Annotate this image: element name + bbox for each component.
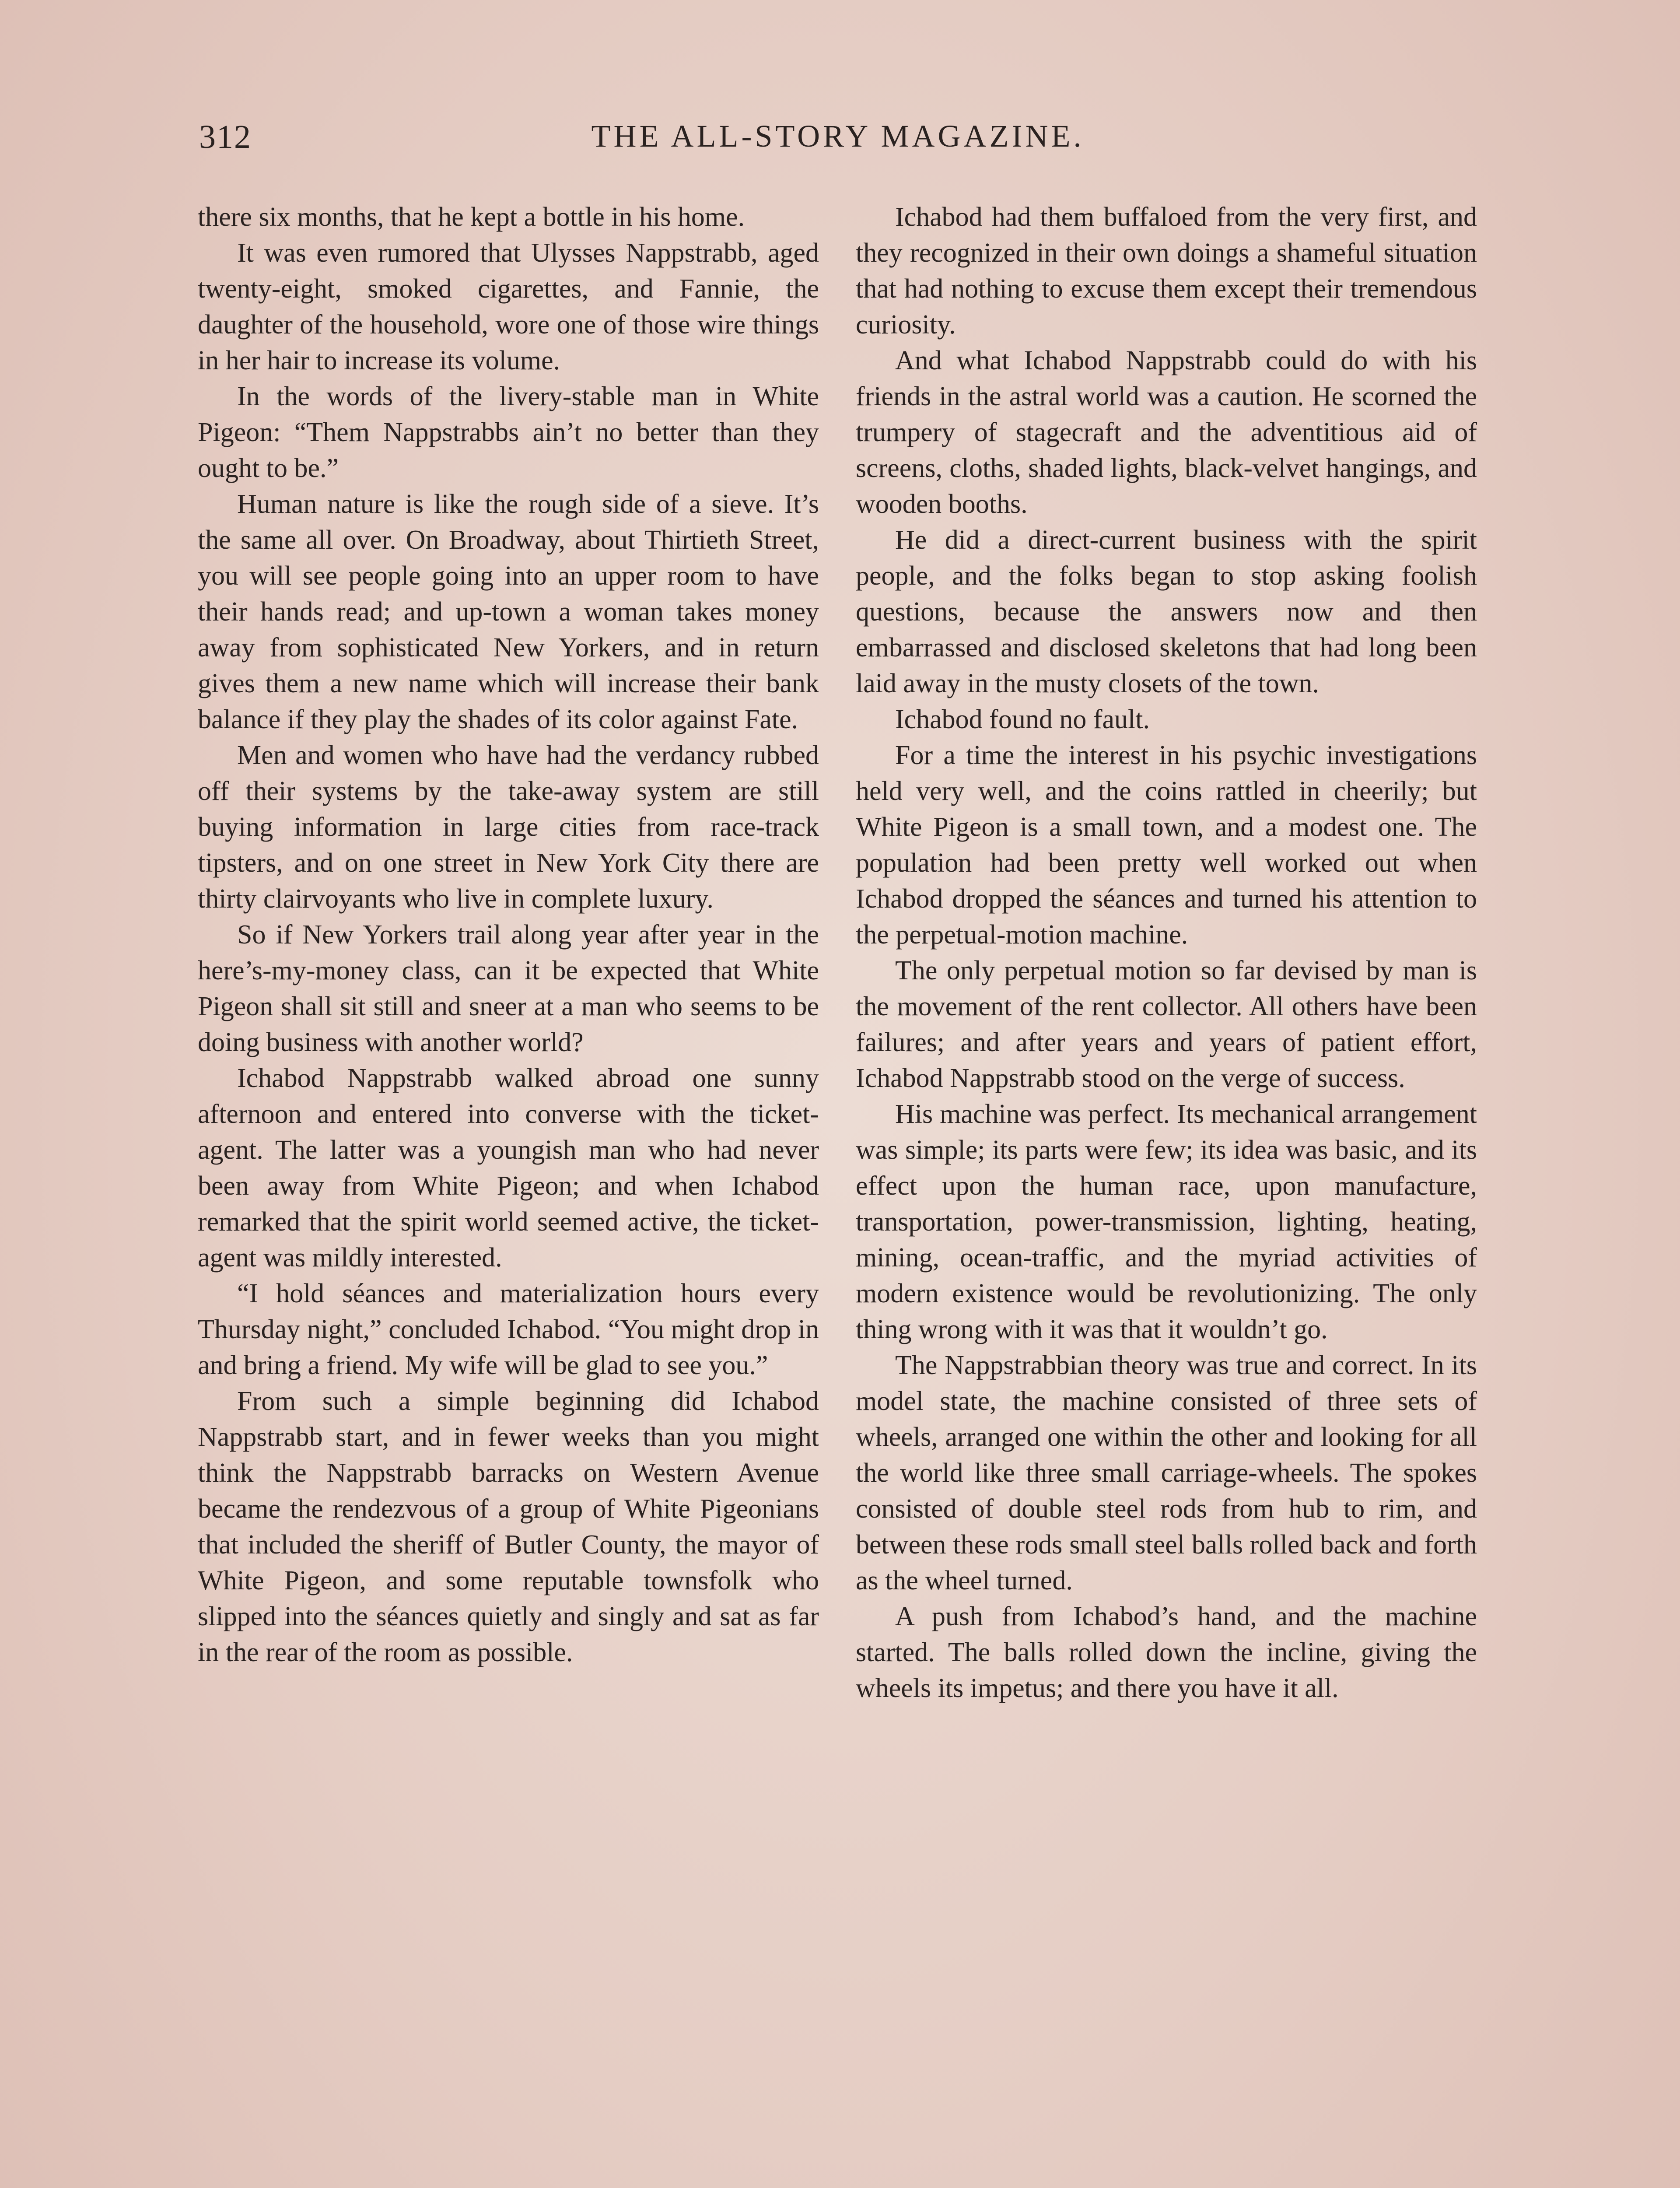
paragraph: Human nature is like the rough side of a sieve. It’s the same all over. On Broadway, about Thirtieth Street, you will see people going into an upper room to have their hands read; and up-town a woman takes money away from sophisticated New Yorkers, and in return gives them a new name which will increase their bank balance if they play the shades of its color against Fate. [198, 489, 819, 734]
paragraph: His machine was perfect. Its mechanical arrangement was simple; its parts were few; its idea was basic, and its effect upon the human race, upon manufacture, transportation, power-transmission, lighting, heating, mining, ocean-traffic, and the myriad activities of modern existence would be revolutionizing. The only thing wrong with it was that it wouldn’t go. [856, 1099, 1477, 1344]
page-number: 312 [199, 119, 252, 155]
paragraph: The only perpetual motion so far devised by man is the movement of the rent collector. All others have been failures; and after years and years of patient effort, Ichabod Nappstrabb stood on the verge of success. [856, 956, 1477, 1093]
paragraph: For a time the interest in his psychic investigations held very well, and the coins rattled in cheerily; but White Pigeon is a small town, and a modest one. The population had been pretty well worked out when Ichabod dropped the séances and turned his attention to the perpetual-motion machine. [856, 740, 1477, 950]
paragraph: A push from Ichabod’s hand, and the machine started. The balls rolled down the incline, giving the wheels its impetus; and there you have it all. [856, 1602, 1477, 1703]
magazine-title: THE ALL-STORY MAGAZINE. [591, 119, 1085, 154]
paragraph: He did a direct-current business with the spirit people, and the folks began to stop asking foolish questions, because the answers now and then embarrassed and disclosed skeletons that had long been laid away in the musty closets of the town. [856, 525, 1477, 698]
paragraph: Ichabod Nappstrabb walked abroad one sunny afternoon and entered into converse with the ticket-agent. The latter was a youngish man who had never been away from White Pigeon; and when Ichabod remarked that the spirit world seemed active, the ticket-agent was mildly interested. [198, 1063, 819, 1273]
paragraph: So if New Yorkers trail along year after year in the here’s-my-money class, can it be expected that White Pigeon shall sit still and sneer at a man who seems to be doing business with another world? [198, 920, 819, 1057]
paragraph: It was even rumored that Ulysses Nappstrabb, aged twenty-eight, smoked cigarettes, and Fannie, the daughter of the household, wore one of those wire things in her hair to increase its volume. [198, 238, 819, 375]
page-header [199, 118, 1477, 166]
paragraph: Ichabod had them buffaloed from the very first, and they recognized in their own doings a shameful situation that had nothing to excuse them except their tremendous curiosity. [856, 202, 1477, 340]
paragraph: From such a simple beginning did Ichabod Nappstrabb start, and in fewer weeks than you might think the Nappstrabb barracks on Western Avenue became the rendezvous of a group of White Pigeonians that included the sheriff of Butler County, the mayor of White Pigeon, and some reputable townsfolk who slipped into the séances quietly and singly and sat as far in the rear of the room as possible. [198, 1386, 819, 1667]
paragraph: “I hold séances and materialization hours every Thursday night,” concluded Ichabod. “You might drop in and bring a friend. My wife will be glad to see you.” [198, 1279, 819, 1380]
paragraph: Ichabod found no fault. [895, 705, 1150, 734]
right-column [856, 199, 1477, 1706]
paragraph: And what Ichabod Nappstrabb could do with his friends in the astral world was a caution. He scorned the trumpery of stagecraft and the adventitious aid of screens, cloths, shaded lights, black-velvet hangings, and wooden booths. [856, 346, 1477, 519]
paragraph: Men and women who have had the verdancy rubbed off their systems by the take-away system are still buying information in large cities from race-track tipsters, and on one street in New York City there are thirty clairvoyants who live in complete luxury. [198, 740, 819, 914]
left-column [198, 199, 819, 1670]
paragraph: In the words of the livery-stable man in White Pigeon: “Them Nappstrabbs ain’t no better than they ought to be.” [198, 382, 819, 483]
paragraph: there six months, that he kept a bottle in his home. [198, 202, 745, 232]
paragraph: The Nappstrabbian theory was true and correct. In its model state, the machine consisted of three sets of wheels, arranged one within the other and looking for all the world like three small carriage-wheels. The spokes consisted of double steel rods from hub to rim, and between these rods small steel balls rolled back and forth as the wheel turned. [856, 1350, 1477, 1595]
